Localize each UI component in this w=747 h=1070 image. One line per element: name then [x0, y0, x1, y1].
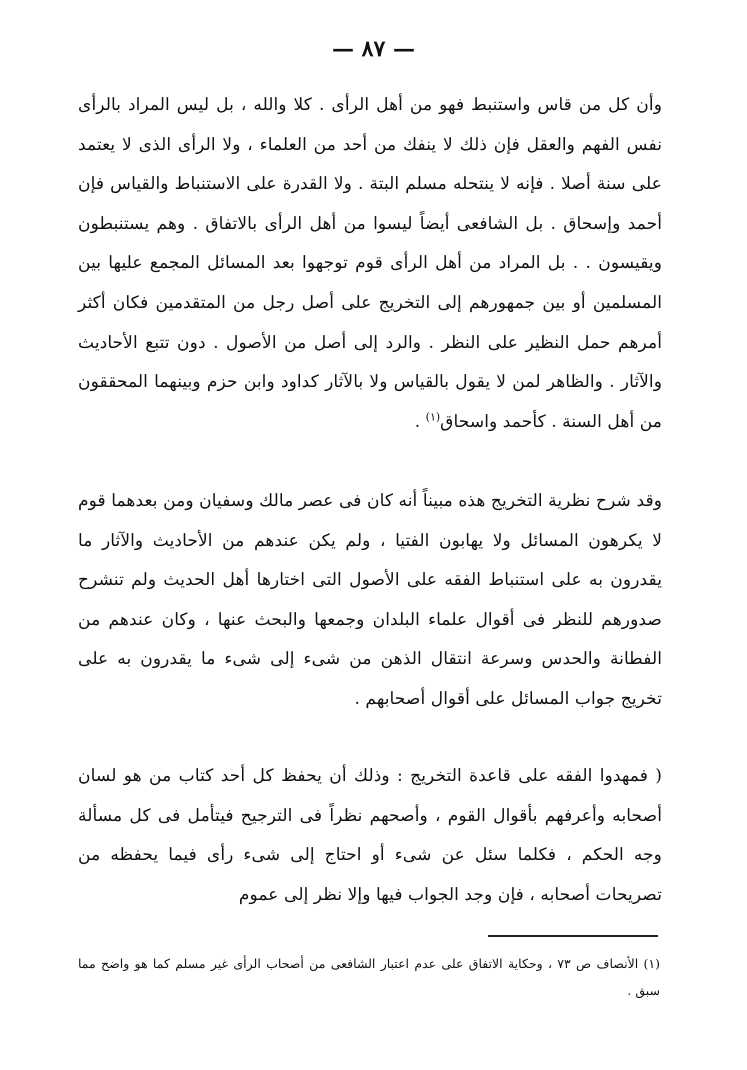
- page-number: — ٨٧ —: [332, 36, 415, 62]
- paragraph-3: ( فمهدوا الفقه على قاعدة التخريج : وذلك أن يحفظ كل أحد كتاب من هو لسان أصحابه وأعرفهم بأقوال القوم ، وأصحهم نظراً فى الترجيح فيتأمل فى كل مسألة وجه الحكم ، فكلما سئل عن شىء أو احتاج إلى شىء رأى فيما يحفظه من تصريحات أصحابه ، فإن وجد الجواب فيها وإلا نظر إلى عموم: [78, 766, 662, 905]
- footnote-divider: [488, 935, 658, 937]
- paragraph-2: وقد شرح نظرية التخريج هذه مبيناً أنه كان فى عصر مالك وسفيان ومن بعدهما قوم لا يكرهون المسائل ولا يهابون الفتيا ، ولم يكن عندهم من الأحاديث والآثار ما يقدرون به على استنباط الفقه على الأصول التى اختارها أهل الحديث ولم تنشرح صدورهم للنظر فى أقوال علماء البلدان وجمعها والبحث عنها ، وكان عندهم من الفطانة والحدس وسرعة انتقال الذهن من شىء إلى شىء ما يقدرون به على تخريج جواب المسائل على أقوال أصحابهم .: [78, 491, 662, 709]
- footnote-reference: (١): [425, 410, 441, 424]
- paragraph-1-text: وأن كل من قاس واستنبط فهو من أهل الرأى . كلا والله ، بل ليس المراد بالرأى نفس الفهم والعقل فإن ذلك لا ينفك من أحد من العلماء ، ولا الرأى الذى لا يعتمد على سنة أصلا . فإنه لا ينتحله مسلم البتة . ولا القدرة على الاستنباط والقياس فإن أحمد وإسحاق . بل الشافعى أيضاً ليسوا من أهل الرأى بالاتفاق . وهم يستنبطون ويقيسون . . بل المراد من أهل الرأى قوم توجهوا بعد المسائل المجمع عليها بين المسلمين أو بين جمهورهم إلى التخريج على أصل رجل من المتقدمين فكان أكثر أمرهم حمل النظير على النظر . والرد إلى أصل من الأصول . دون تتبع الأحاديث والآثار . والظاهر لمن لا يقول بالقياس ولا بالآثار كداود وابن حزم وبينهما المحققون من أهل السنة . كأحمد واسحاق: [78, 95, 662, 432]
- paragraph-1-end: .: [414, 411, 426, 432]
- footnote: (١) الأنصاف ص ٧٣ ، وحكاية الاتفاق على عدم اعتبار الشافعى من أصحاب الرأى غير مسلم كما هو واضح مما سبق .: [78, 956, 660, 998]
- paragraph-1: [78, 86, 662, 442]
